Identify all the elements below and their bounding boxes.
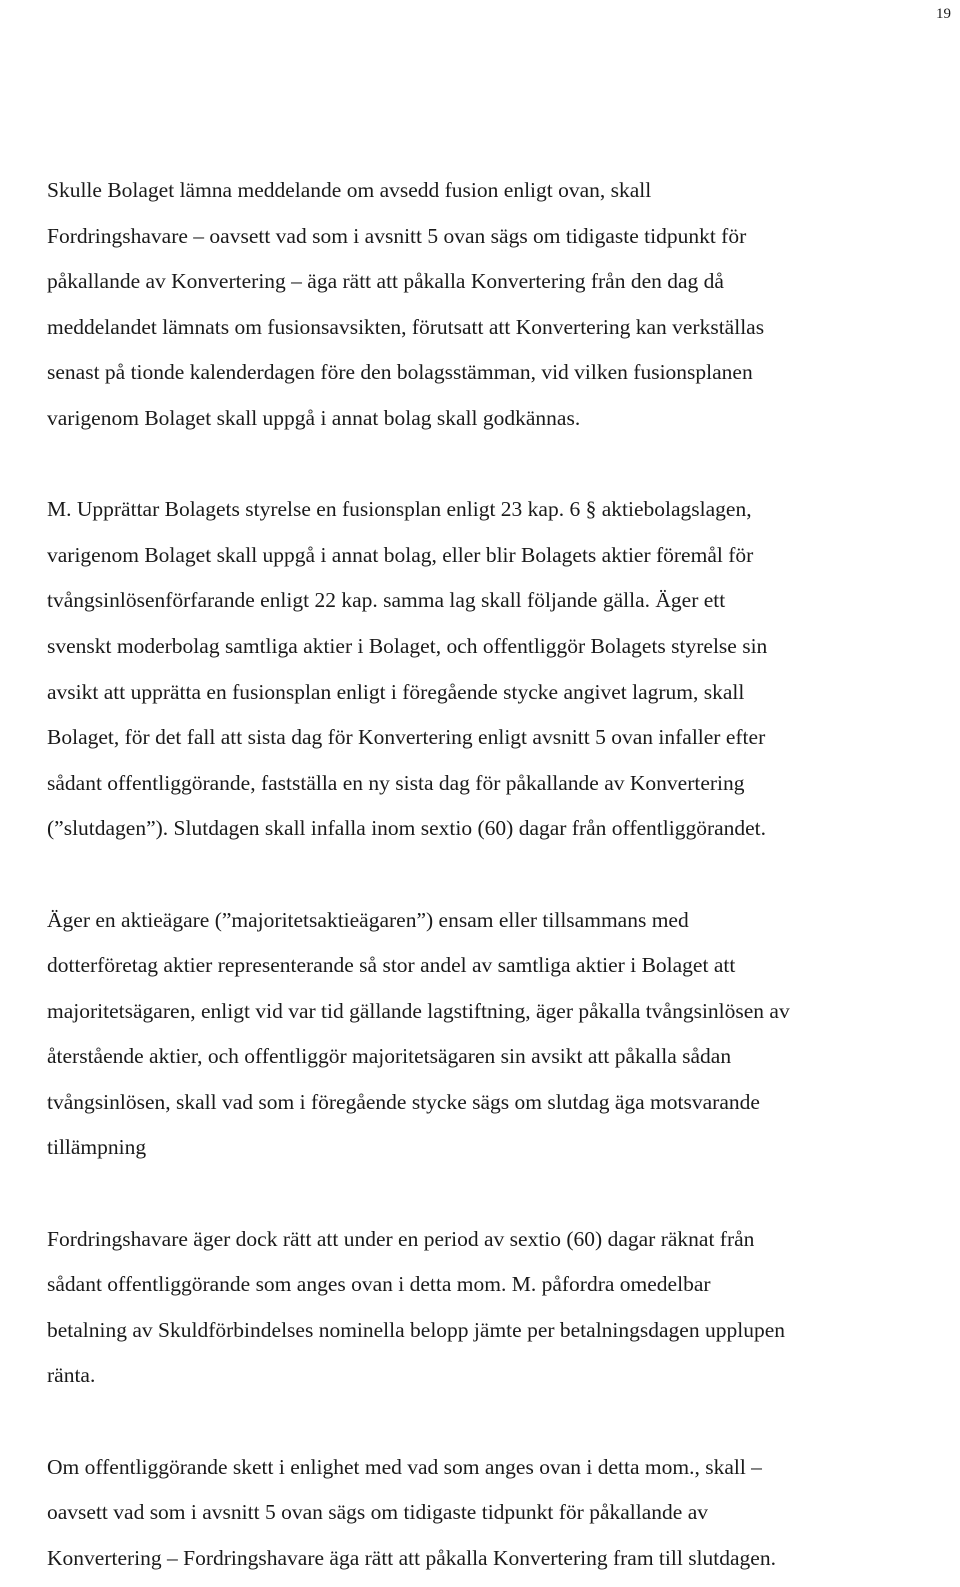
- text-line: M. Upprättar Bolagets styrelse en fusionsplan enligt 23 kap. 6 § aktiebolagslagen,: [47, 497, 752, 522]
- text-line: Skulle Bolaget lämna meddelande om avsedd fusion enligt ovan, skall: [47, 178, 652, 202]
- text-line: sådant offentliggörande, fastställa en ny sista dag för påkallande av Konvertering: [47, 770, 745, 795]
- text-line: sådant offentliggörande som anges ovan i detta mom. M. påfordra omedelbar: [47, 1272, 711, 1297]
- paragraph-section-m: [47, 487, 952, 852]
- paragraph-early-repayment: [47, 1217, 952, 1399]
- text-line: oavsett vad som i avsnitt 5 ovan sägs om tidigaste tidpunkt för påkallande av: [47, 1500, 708, 1525]
- text-line: återstående aktier, och offentliggör majoritetsägaren sin avsikt att påkalla sådan: [47, 1044, 732, 1069]
- text-line: tvångsinlösen, skall vad som i föregående stycke sägs om slutdag äga motsvarande: [47, 1089, 760, 1114]
- text-line: majoritetsägaren, enligt vid var tid gällande lagstiftning, äger påkalla tvångsinlösen av: [47, 998, 790, 1023]
- text-line: varigenom Bolaget skall uppgå i annat bolag, eller blir Bolagets aktier föremål för: [47, 542, 754, 567]
- text-line: avsikt att upprätta en fusionsplan enligt i föregående stycke angivet lagrum, skall: [47, 679, 745, 704]
- text-line: Om offentliggörande skett i enlighet med vad som anges ovan i detta mom., skall –: [47, 1454, 762, 1479]
- text-line: Fordringshavare – oavsett vad som i avsnitt 5 ovan sägs om tidigaste tidpunkt för: [47, 223, 747, 248]
- text-line: Bolaget, för det fall att sista dag för Konvertering enligt avsnitt 5 ovan infaller efter: [47, 725, 766, 750]
- text-line: tillämpning: [47, 1135, 147, 1160]
- text-line: Fordringshavare äger dock rätt att under en period av sextio (60) dagar räknat från: [47, 1226, 755, 1251]
- text-line: betalning av Skuldförbindelses nominella belopp jämte per betalningsdagen upplupen: [47, 1317, 785, 1342]
- text-line: svenskt moderbolag samtliga aktier i Bolaget, och offentliggör Bolagets styrelse sin: [47, 633, 768, 658]
- text-line: Äger en aktieägare (”majoritetsaktieägaren”) ensam eller tillsammans med: [47, 907, 689, 932]
- paragraph-conversion-deadline: [47, 1445, 952, 1582]
- text-line: tvångsinlösenförfarande enligt 22 kap. samma lag skall följande gälla. Äger ett: [47, 588, 726, 613]
- document-body: [47, 168, 952, 1581]
- text-line: dotterföretag aktier representerande så stor andel av samtliga aktier i Bolaget att: [47, 953, 736, 978]
- page-number: 19: [936, 6, 951, 22]
- text-line: Konvertering – Fordringshavare äga rätt att påkalla Konvertering fram till slutdagen.: [47, 1545, 776, 1570]
- text-line: senast på tionde kalenderdagen före den bolagsstämman, vid vilken fusionsplanen: [47, 360, 753, 385]
- text-line: (”slutdagen”). Slutdagen skall infalla inom sextio (60) dagar från offentliggörandet.: [47, 816, 767, 841]
- text-line: påkallande av Konvertering – äga rätt att påkalla Konvertering från den dag då: [47, 269, 724, 294]
- text-line: ränta.: [47, 1363, 96, 1388]
- text-line: meddelandet lämnats om fusionsavsikten, förutsatt att Konvertering kan verkställas: [47, 314, 765, 339]
- text-line: varigenom Bolaget skall uppgå i annat bolag skall godkännas.: [47, 405, 581, 430]
- paragraph-merger-notice: [47, 168, 952, 442]
- paragraph-majority-shareholder: [47, 898, 952, 1172]
